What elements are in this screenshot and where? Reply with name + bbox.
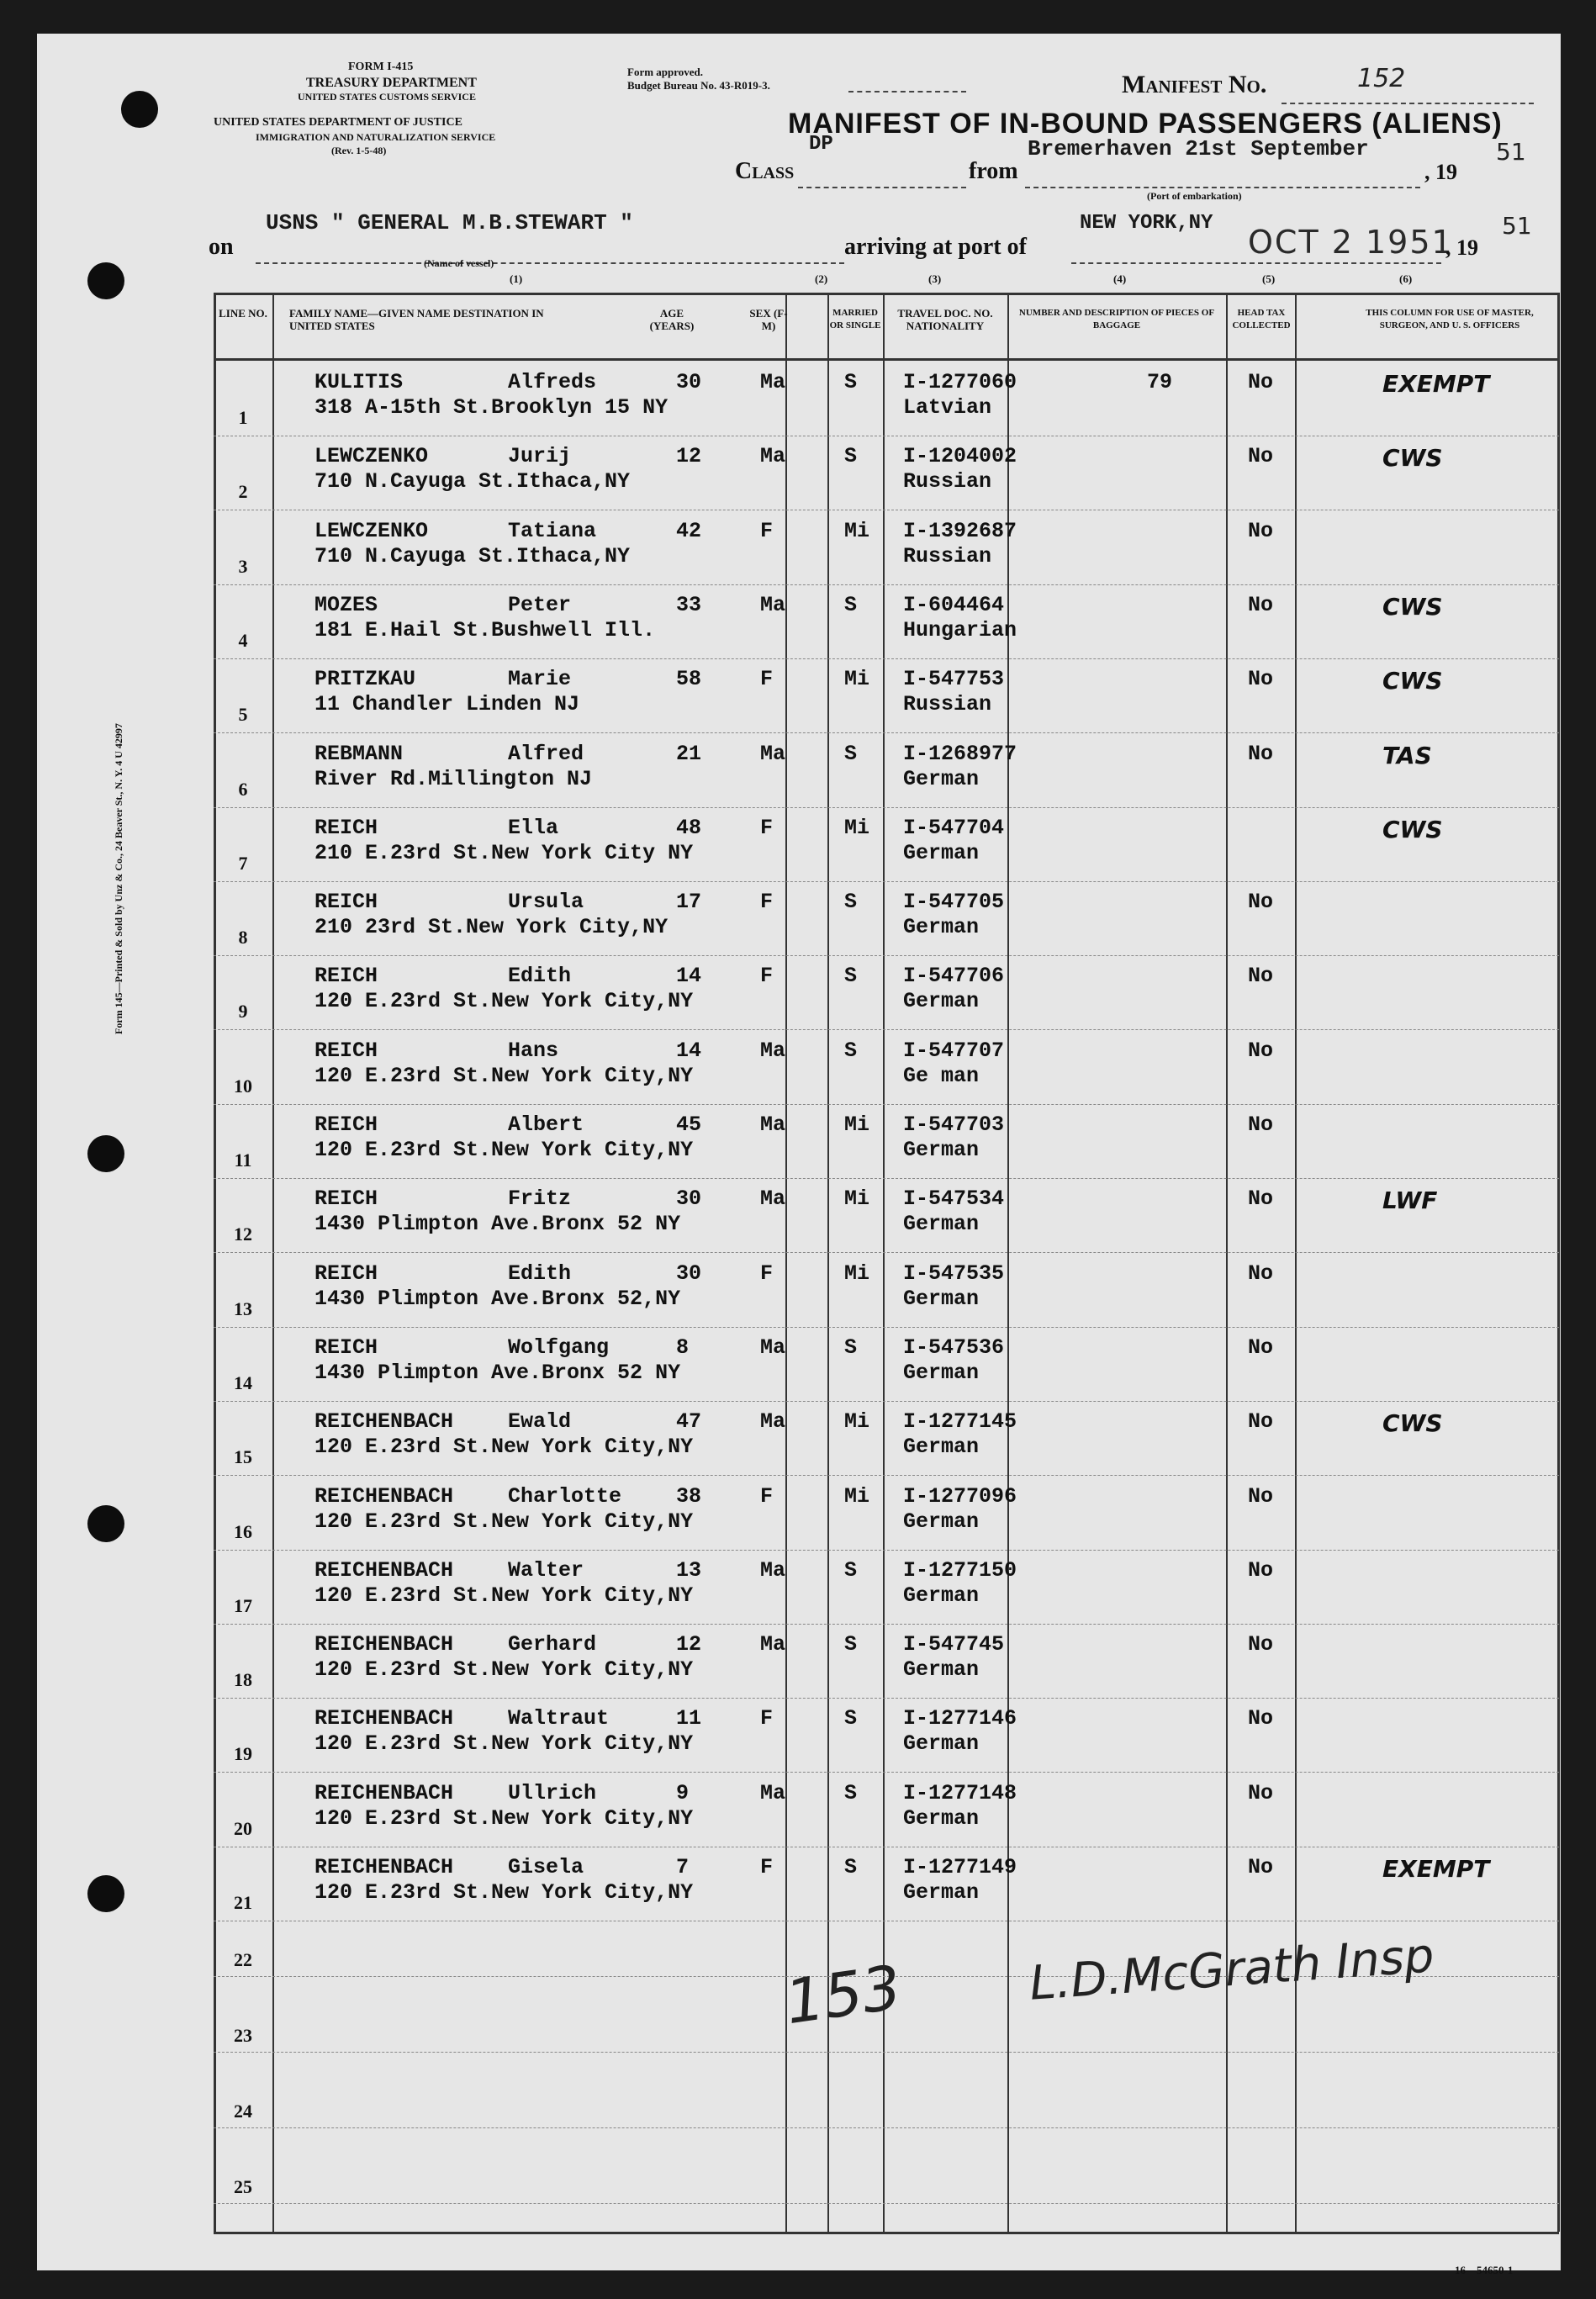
head-tax: No (1248, 592, 1274, 617)
col-header-travel-doc: TRAVEL DOC. NO. NATIONALITY (897, 307, 993, 332)
marital-status: S (844, 890, 858, 915)
age: 30 (676, 1260, 702, 1286)
col-number-3: (3) (928, 272, 942, 285)
marital-status: S (844, 1855, 858, 1879)
row-number: 17 (234, 1594, 252, 1616)
nationality: Hungarian (903, 617, 1017, 642)
row-number: 5 (238, 704, 248, 726)
sex: Ma (760, 592, 786, 617)
travel-doc-number: I-1277148 (903, 1780, 1017, 1805)
sex: Ma (760, 741, 786, 766)
nationality: Ge man (903, 1063, 980, 1088)
marital-status: Mi (844, 1113, 870, 1137)
family-name: REICH (314, 1038, 378, 1063)
marital-status: S (844, 444, 858, 469)
row-number: 18 (234, 1669, 252, 1691)
given-name: Edith (508, 1260, 572, 1286)
destination: 318 A-15th St.Brooklyn 15 NY (314, 395, 669, 420)
family-name: REICH (314, 815, 378, 840)
family-name: REICH (314, 1260, 378, 1286)
marital-status: S (844, 370, 858, 394)
head-tax: No (1248, 1113, 1274, 1137)
given-name: Albert (508, 1113, 584, 1137)
family-name: REICHENBACH (314, 1780, 454, 1805)
port-embark-caption: (Port of embarkation) (1147, 190, 1242, 202)
officer-note: EXEMPT (1382, 1855, 1490, 1883)
nationality: German (903, 989, 980, 1014)
destination: 120 E.23rd St.New York City,NY (314, 1805, 694, 1831)
officer-note: TAS (1382, 741, 1432, 769)
travel-doc-number: I-1277145 (903, 1409, 1017, 1435)
sex: F (760, 1706, 774, 1731)
travel-doc-number: I-547534 (903, 1186, 1005, 1212)
age: 14 (676, 1038, 702, 1063)
row-number: 7 (238, 852, 248, 874)
family-name: REICHENBACH (314, 1483, 454, 1509)
marital-status: S (844, 1632, 858, 1657)
age: 12 (676, 444, 702, 469)
destination: 120 E.23rd St.New York City,NY (314, 1880, 694, 1905)
nationality: Russian (903, 469, 992, 494)
given-name: Peter (508, 592, 572, 617)
handwritten-total: 153 (780, 1951, 906, 2038)
head-tax: No (1248, 444, 1274, 469)
baggage: 79 (1147, 370, 1173, 394)
nationality: German (903, 1731, 980, 1757)
sex: F (760, 964, 774, 989)
marital-status: S (844, 1706, 858, 1731)
given-name: Waltraut (508, 1706, 610, 1731)
sex: F (760, 1260, 774, 1286)
margin-print: Form 145—Printed & Sold by Unz & Co., 24 Beaver St., N. Y. 4 U 42997 (113, 723, 124, 1034)
marital-status: S (844, 741, 858, 766)
head-tax: No (1248, 890, 1274, 915)
nationality: German (903, 915, 980, 940)
travel-doc-number: I-1392687 (903, 518, 1017, 543)
revision: (Rev. 1-5-48) (331, 145, 387, 156)
family-name: REICH (314, 964, 378, 989)
age: 9 (676, 1780, 690, 1805)
head-tax: No (1248, 370, 1274, 394)
nationality: German (903, 1360, 980, 1385)
nationality: Russian (903, 543, 992, 568)
age: 38 (676, 1483, 702, 1509)
nationality: German (903, 1805, 980, 1831)
marital-status: S (844, 1557, 858, 1583)
officer-note: EXEMPT (1382, 370, 1490, 398)
destination: 120 E.23rd St.New York City,NY (314, 1583, 694, 1608)
age: 42 (676, 518, 702, 543)
family-name: KULITIS (314, 370, 404, 394)
given-name: Ullrich (508, 1780, 597, 1805)
col-number-5: (5) (1262, 272, 1276, 285)
age: 14 (676, 964, 702, 989)
marital-status: Mi (844, 1260, 870, 1286)
destination: 210 E.23rd St.New York City NY (314, 840, 694, 865)
nationality: German (903, 1435, 980, 1460)
col-header-age: AGE (YEARS) (649, 307, 695, 332)
given-name: Alfred (508, 741, 584, 766)
binder-hole (87, 262, 124, 299)
row-number: 14 (234, 1371, 252, 1393)
given-name: Charlotte (508, 1483, 622, 1509)
family-name: REICHENBACH (314, 1706, 454, 1731)
row-number: 2 (238, 481, 248, 503)
row-number: 8 (238, 927, 248, 949)
destination: 120 E.23rd St.New York City,NY (314, 1509, 694, 1534)
destination: 120 E.23rd St.New York City,NY (314, 1063, 694, 1088)
age: 58 (676, 667, 702, 692)
travel-doc-number: I-547705 (903, 890, 1005, 915)
arriving-label: arriving at port of (844, 234, 1027, 260)
row-number: 9 (238, 1001, 248, 1023)
given-name: Ewald (508, 1409, 572, 1435)
year-arrival-label: , 19 (1445, 235, 1478, 260)
sex: F (760, 815, 774, 840)
col-header-officers: THIS COLUMN FOR USE OF MASTER, SURGEON, AND U. S. OFFICERS (1366, 308, 1534, 330)
treasury-department: TREASURY DEPARTMENT (306, 76, 477, 90)
head-tax: No (1248, 1855, 1274, 1879)
destination: 120 E.23rd St.New York City,NY (314, 1731, 694, 1757)
form-number: FORM I-415 (348, 61, 414, 73)
nationality: German (903, 1509, 980, 1534)
ins-service: IMMIGRATION AND NATURALIZATION SERVICE (256, 131, 496, 143)
vessel-caption: (Name of vessel) (424, 257, 494, 269)
manifest-no-label: Manifest No. (1122, 71, 1267, 98)
justice-department: UNITED STATES DEPARTMENT OF JUSTICE (214, 116, 462, 129)
row-number: 4 (238, 629, 248, 651)
sex: F (760, 1483, 774, 1509)
age: 47 (676, 1409, 702, 1435)
given-name: Ursula (508, 890, 584, 915)
head-tax: No (1248, 1483, 1274, 1509)
row-number: 13 (234, 1297, 252, 1319)
nationality: German (903, 1138, 980, 1162)
row-number: 1 (238, 407, 248, 428)
head-tax: No (1248, 1260, 1274, 1286)
travel-doc-number: I-547704 (903, 815, 1005, 840)
travel-doc-number: I-604464 (903, 592, 1005, 617)
head-tax: No (1248, 741, 1274, 766)
given-name: Alfreds (508, 370, 597, 394)
binder-hole (121, 91, 158, 128)
nationality: Latvian (903, 395, 992, 420)
col-header-married: MARRIED OR SINGLE (829, 308, 881, 330)
age: 7 (676, 1855, 690, 1879)
age: 17 (676, 890, 702, 915)
family-name: REICHENBACH (314, 1632, 454, 1657)
col-header-line: LINE NO. (219, 307, 267, 320)
travel-doc-number: I-547706 (903, 964, 1005, 989)
age: 48 (676, 815, 702, 840)
from-value: Bremerhaven 21st September (1028, 136, 1369, 161)
nationality: German (903, 1286, 980, 1311)
destination: 120 E.23rd St.New York City,NY (314, 1138, 694, 1162)
sex: Ma (760, 1113, 786, 1137)
marital-status: Mi (844, 815, 870, 840)
sex: Ma (760, 1632, 786, 1657)
sex: Ma (760, 370, 786, 394)
row-number: 3 (238, 555, 248, 577)
given-name: Jurij (508, 444, 572, 469)
col-number-2: (2) (815, 272, 828, 285)
destination: 710 N.Cayuga St.Ithaca,NY (314, 543, 631, 568)
head-tax: No (1248, 964, 1274, 989)
col-number-1: (1) (510, 272, 523, 285)
travel-doc-number: I-1204002 (903, 444, 1017, 469)
class-value: DP (809, 133, 833, 156)
given-name: Gerhard (508, 1632, 597, 1657)
sex: Ma (760, 1780, 786, 1805)
head-tax: No (1248, 1780, 1274, 1805)
head-tax: No (1248, 667, 1274, 692)
destination: 710 N.Cayuga St.Ithaca,NY (314, 469, 631, 494)
head-tax: No (1248, 518, 1274, 543)
officer-note: LWF (1382, 1186, 1438, 1215)
col-number-4: (4) (1113, 272, 1127, 285)
row-number: 21 (234, 1892, 252, 1913)
row-number: 24 (234, 2101, 252, 2122)
head-tax: No (1248, 1334, 1274, 1360)
family-name: MOZES (314, 592, 378, 617)
family-name: REICHENBACH (314, 1557, 454, 1583)
marital-status: Mi (844, 1483, 870, 1509)
destination: 11 Chandler Linden NJ (314, 692, 580, 717)
given-name: Ella (508, 815, 559, 840)
given-name: Gisela (508, 1855, 584, 1879)
officer-note: CWS (1382, 1409, 1443, 1438)
sex: Ma (760, 1557, 786, 1583)
age: 12 (676, 1632, 702, 1657)
travel-doc-number: I-1277146 (903, 1706, 1017, 1731)
sex: Ma (760, 1334, 786, 1360)
binder-hole (87, 1875, 124, 1912)
age: 33 (676, 592, 702, 617)
class-label: Class (735, 158, 795, 184)
family-name: REBMANN (314, 741, 404, 766)
destination: 1430 Plimpton Ave.Bronx 52 NY (314, 1360, 681, 1385)
officer-note: CWS (1382, 592, 1443, 621)
travel-doc-number: I-1277060 (903, 370, 1017, 394)
marital-status: S (844, 1780, 858, 1805)
destination: 210 23rd St.New York City,NY (314, 915, 669, 940)
row-number: 16 (234, 1520, 252, 1542)
destination: 181 E.Hail St.Bushwell Ill. (314, 617, 656, 642)
destination: 1430 Plimpton Ave.Bronx 52 NY (314, 1212, 681, 1237)
sex: Ma (760, 1409, 786, 1435)
given-name: Walter (508, 1557, 584, 1583)
sex: F (760, 1855, 774, 1879)
head-tax: No (1248, 1557, 1274, 1583)
vessel-name: USNS " GENERAL M.B.STEWART " (266, 210, 633, 235)
age: 13 (676, 1557, 702, 1583)
manifest-page (37, 34, 1561, 2276)
given-name: Fritz (508, 1186, 572, 1212)
arrival-date-stamp: OCT 2 1951 (1248, 224, 1454, 261)
row-number: 10 (234, 1075, 252, 1097)
year-from: 51 (1496, 138, 1526, 166)
nationality: German (903, 1657, 980, 1683)
marital-status: Mi (844, 667, 870, 692)
on-label: on (209, 234, 234, 260)
nationality: German (903, 840, 980, 865)
family-name: REICH (314, 1113, 378, 1137)
given-name: Wolfgang (508, 1334, 610, 1360)
nationality: German (903, 1880, 980, 1905)
family-name: REICH (314, 1186, 378, 1212)
row-number: 19 (234, 1743, 252, 1765)
budget-bureau: Budget Bureau No. 43-R019-3. (627, 79, 770, 92)
col-header-baggage: NUMBER AND DESCRIPTION OF PIECES OF BAGGAGE (1018, 308, 1215, 330)
head-tax: No (1248, 1409, 1274, 1435)
customs-service: UNITED STATES CUSTOMS SERVICE (298, 91, 476, 103)
travel-doc-number: I-547703 (903, 1113, 1005, 1137)
footer-code: 16—54650-1 (1455, 2264, 1514, 2276)
marital-status: Mi (844, 1409, 870, 1435)
nationality: German (903, 1212, 980, 1237)
destination: 120 E.23rd St.New York City,NY (314, 1435, 694, 1460)
marital-status: S (844, 1334, 858, 1360)
given-name: Hans (508, 1038, 559, 1063)
family-name: LEWCZENKO (314, 444, 429, 469)
given-name: Tatiana (508, 518, 597, 543)
row-number: 20 (234, 1817, 252, 1839)
family-name: REICH (314, 890, 378, 915)
age: 30 (676, 1186, 702, 1212)
destination: 120 E.23rd St.New York City,NY (314, 989, 694, 1014)
head-tax: No (1248, 1186, 1274, 1212)
col-header-sex: SEX (F-M) (749, 307, 788, 332)
family-name: REICHENBACH (314, 1855, 454, 1879)
head-tax: No (1248, 1038, 1274, 1063)
age: 21 (676, 741, 702, 766)
travel-doc-number: I-547535 (903, 1260, 1005, 1286)
destination: 1430 Plimpton Ave.Bronx 52,NY (314, 1286, 681, 1311)
age: 8 (676, 1334, 690, 1360)
arrival-port: NEW YORK,NY (1080, 212, 1213, 235)
col-number-6: (6) (1399, 272, 1413, 285)
travel-doc-number: I-547536 (903, 1334, 1005, 1360)
year-label: , 19 (1424, 160, 1457, 184)
row-number: 25 (234, 2176, 252, 2197)
col-header-name: FAMILY NAME—GIVEN NAME DESTINATION IN UNITED STATES (289, 307, 544, 332)
binder-hole (87, 1135, 124, 1172)
family-name: LEWCZENKO (314, 518, 429, 543)
family-name: PRITZKAU (314, 667, 416, 692)
given-name: Marie (508, 667, 572, 692)
travel-doc-number: I-1277150 (903, 1557, 1017, 1583)
form-approved: Form approved. (627, 66, 704, 78)
travel-doc-number: I-1268977 (903, 741, 1017, 766)
head-tax: No (1248, 1706, 1274, 1731)
destination: 120 E.23rd St.New York City,NY (314, 1657, 694, 1683)
officer-note: CWS (1382, 444, 1443, 473)
marital-status: Mi (844, 518, 870, 543)
row-number: 15 (234, 1446, 252, 1468)
officer-note: CWS (1382, 815, 1443, 843)
sex: F (760, 667, 774, 692)
col-header-head-tax: HEAD TAX COLLECTED (1232, 308, 1291, 330)
travel-doc-number: I-547707 (903, 1038, 1005, 1063)
age: 30 (676, 370, 702, 394)
sex: Ma (760, 1186, 786, 1212)
inspector-signature: L.D.McGrath Insp (1028, 1928, 1436, 2011)
head-tax: No (1248, 1632, 1274, 1657)
nationality: Russian (903, 692, 992, 717)
nationality: German (903, 1583, 980, 1608)
sex: Ma (760, 444, 786, 469)
given-name: Edith (508, 964, 572, 989)
travel-doc-number: I-1277149 (903, 1855, 1017, 1879)
from-label: from (969, 158, 1018, 184)
sex: F (760, 518, 774, 543)
manifest-number: 152 (1357, 64, 1406, 93)
officer-note: CWS (1382, 667, 1443, 695)
travel-doc-number: I-1277096 (903, 1483, 1017, 1509)
row-number: 12 (234, 1223, 252, 1245)
marital-status: Mi (844, 1186, 870, 1212)
marital-status: S (844, 1038, 858, 1063)
sex: Ma (760, 1038, 786, 1063)
travel-doc-number: I-547753 (903, 667, 1005, 692)
destination: River Rd.Millington NJ (314, 766, 593, 791)
family-name: REICHENBACH (314, 1409, 454, 1435)
nationality: German (903, 766, 980, 791)
binder-hole (87, 1505, 124, 1542)
sex: F (760, 890, 774, 915)
row-number: 6 (238, 778, 248, 800)
marital-status: S (844, 592, 858, 617)
marital-status: S (844, 964, 858, 989)
row-number: 22 (234, 1949, 252, 1970)
age: 11 (676, 1706, 702, 1731)
age: 45 (676, 1113, 702, 1137)
family-name: REICH (314, 1334, 378, 1360)
travel-doc-number: I-547745 (903, 1632, 1005, 1657)
row-number: 23 (234, 2025, 252, 2046)
year-arrival: 51 (1502, 212, 1532, 240)
row-number: 11 (234, 1150, 252, 1171)
manifest-title: MANIFEST OF IN-BOUND PASSENGERS (ALIENS) (788, 108, 1503, 140)
